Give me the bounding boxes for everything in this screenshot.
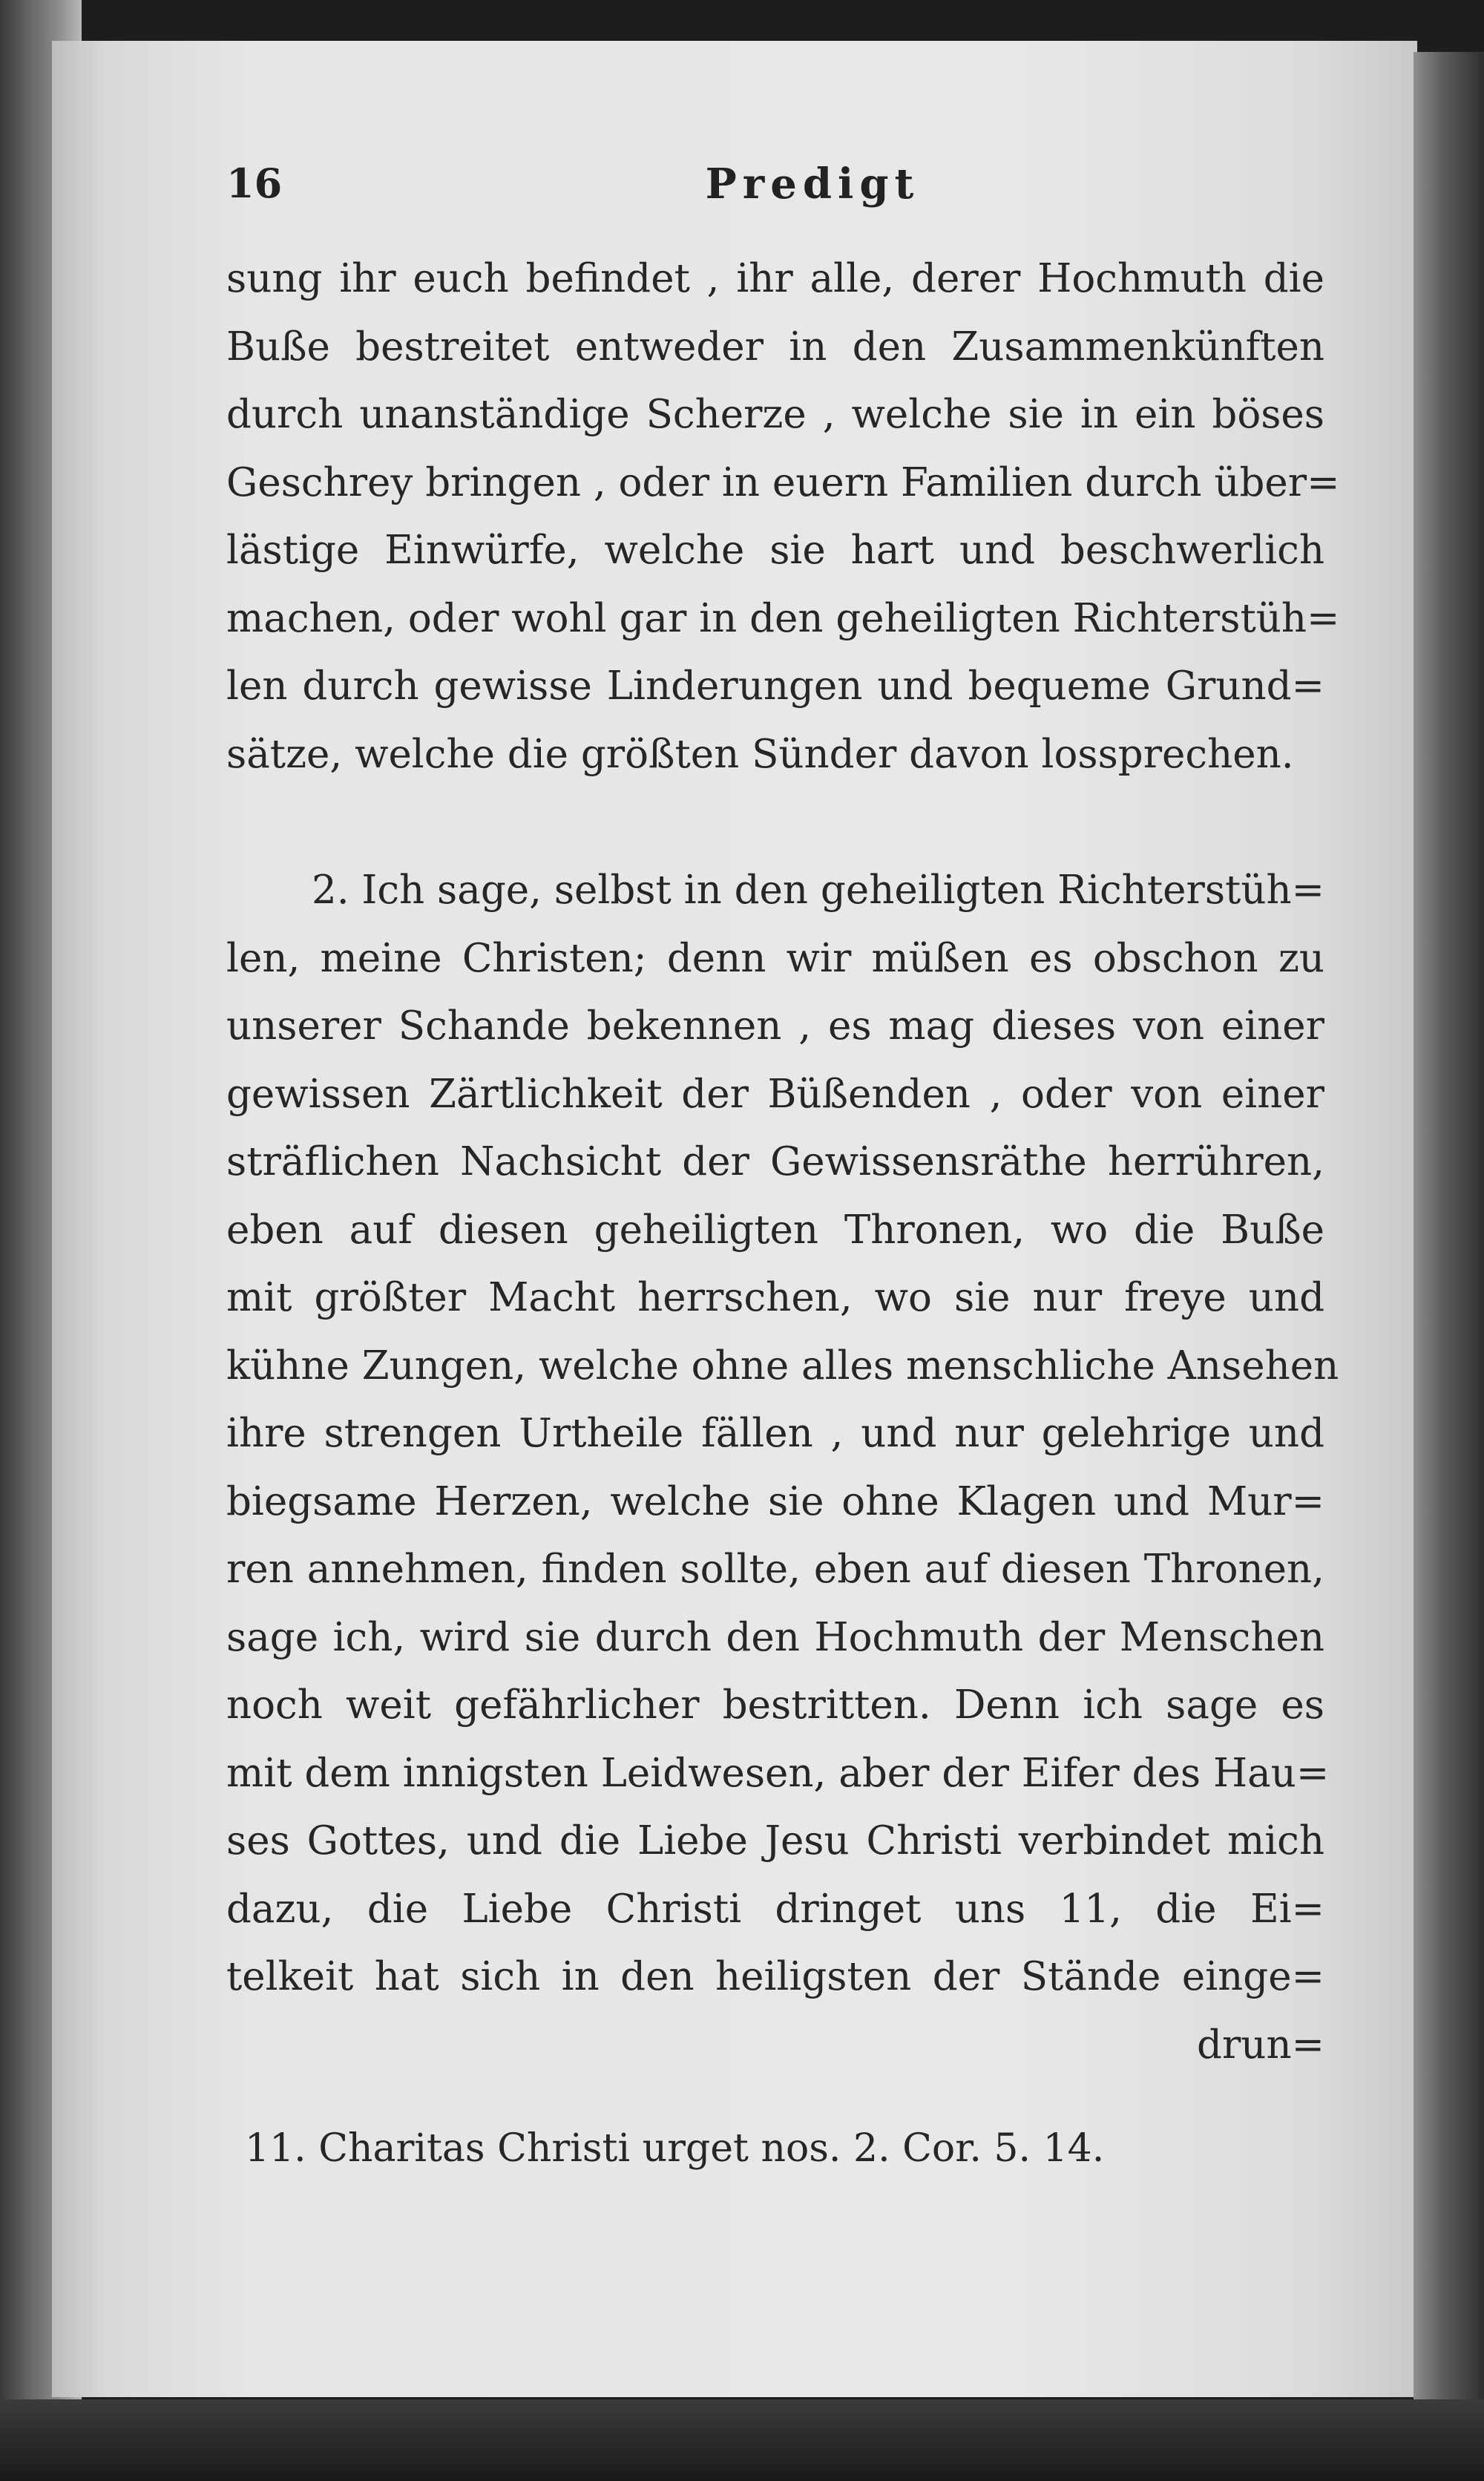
text-line: ren annehmen, finden sollte, eben auf diesen Thronen,	[226, 1547, 1324, 1592]
text-line: kühne Zungen, welche ohne alles menschliche Ansehen	[226, 1343, 1339, 1389]
page-header	[226, 160, 1321, 212]
text-line: ihre strengen Urtheile fällen , und nur gelehrige und	[226, 1411, 1324, 1456]
text-line: durch unanständige Scherze , welche sie in ein böses	[226, 392, 1324, 437]
text-line: sung ihr euch befindet , ihr alle, derer Hochmuth die	[226, 256, 1324, 301]
running-head: Predigt	[705, 160, 920, 209]
text-line: 2. Ich sage, selbst in den geheiligten Richterstüh=	[312, 868, 1324, 913]
paragraph-gap	[226, 788, 1324, 856]
text-line: ses Gottes, und die Liebe Jesu Christi verbindet mich	[226, 1818, 1324, 1864]
paragraph-1	[226, 245, 1340, 788]
catchword: drun=	[1197, 2022, 1324, 2068]
paragraph-2	[226, 856, 1339, 2011]
text-line: sätze, welche die größten Sünder davon lossprechen.	[226, 731, 1294, 777]
text-line: mit größter Macht herrschen, wo sie nur freye und	[226, 1275, 1324, 1320]
text-line: gewissen Zärtlichkeit der Büßenden , oder von einer	[226, 1071, 1324, 1117]
text-line: len, meine Christen; denn wir müßen es obschon zu	[226, 935, 1324, 981]
text-line: sage ich, wird sie durch den Hochmuth der Menschen	[226, 1614, 1324, 1660]
text-line: Geschrey bringen , oder in euern Familien durch über=	[226, 459, 1340, 505]
text-line: telkeit hat sich in den heiligsten der Stände einge=	[226, 1954, 1324, 1999]
body-text	[226, 245, 1340, 2079]
text-line: machen, oder wohl gar in den geheiligten Richterstüh=	[226, 595, 1340, 641]
text-line: biegsame Herzen, welche sie ohne Klagen und Mur=	[226, 1478, 1324, 1524]
text-line: mit dem innigsten Leidwesen, aber der Eifer des Hau=	[226, 1750, 1330, 1796]
text-line: dazu, die Liebe Christi dringet uns 11, die Ei=	[226, 1886, 1324, 1932]
page-number: 16	[226, 160, 283, 207]
text-line: len durch gewisse Linderungen und bequeme Grund=	[226, 663, 1324, 709]
text-line: eben auf diesen geheiligten Thronen, wo die Buße	[226, 1207, 1324, 1253]
footnote: 11. Charitas Christi urget nos. 2. Cor. 5. 14.	[245, 2126, 1105, 2171]
page-stack-edge	[1414, 52, 1484, 2442]
text-line: Buße bestreitet entweder in den Zusammenkünften	[226, 324, 1324, 370]
text-line: sträflichen Nachsicht der Gewissensräthe herrühren,	[226, 1139, 1324, 1184]
text-line: noch weit gefährlicher bestritten. Denn ich sage es	[226, 1682, 1324, 1728]
scan-bottom-border	[0, 2399, 1484, 2481]
text-line: unserer Schande bekennen , es mag dieses von einer	[226, 1003, 1324, 1049]
text-line: lästige Einwürfe, welche sie hart und beschwerlich	[226, 528, 1324, 573]
